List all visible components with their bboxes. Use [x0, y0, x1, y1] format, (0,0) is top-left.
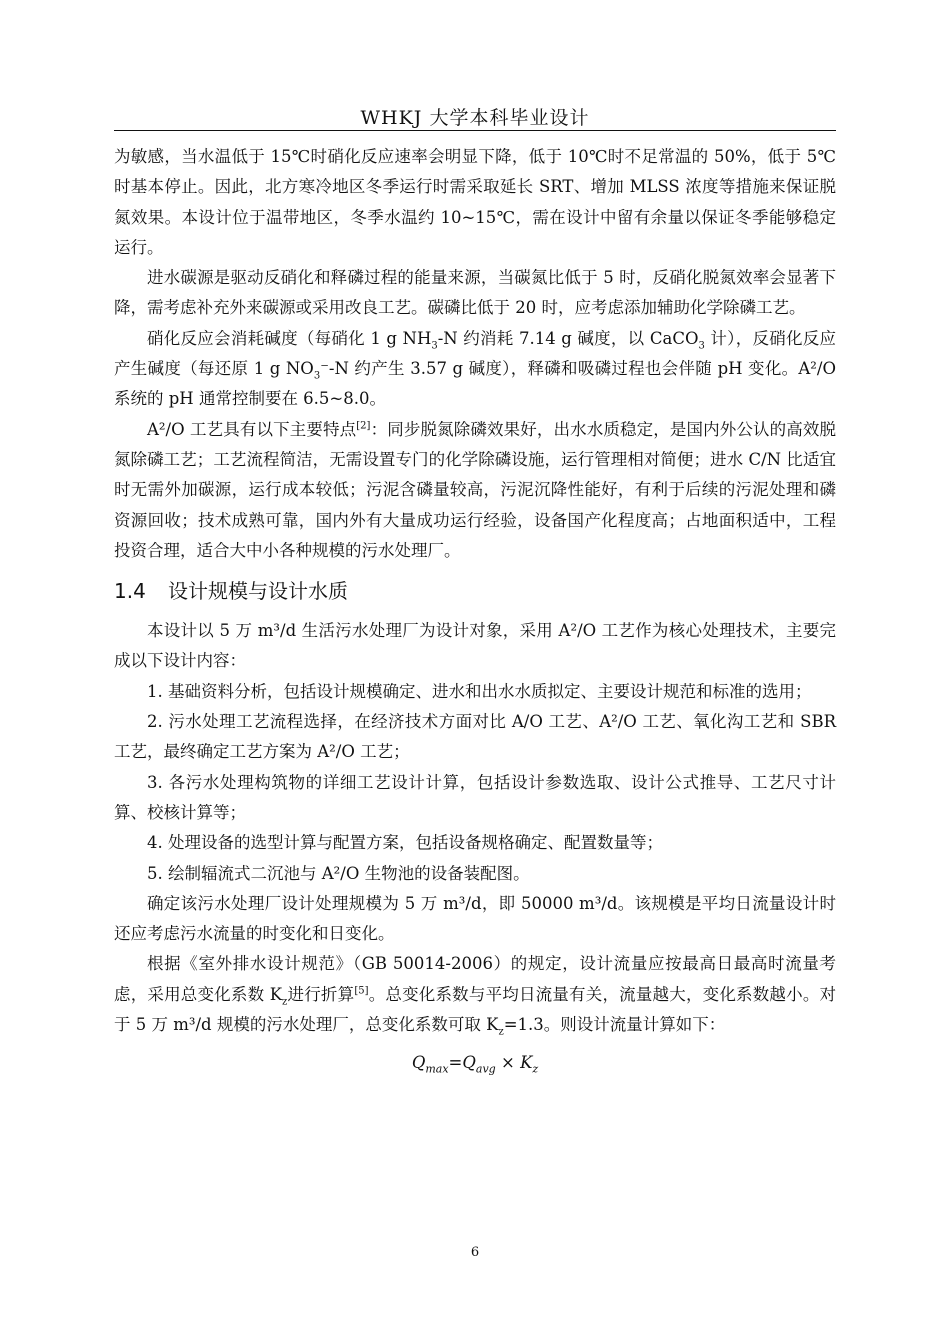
list-item: 1. 基础资料分析，包括设计规模确定、进水和出水水质拟定、主要设计规范和标准的选用； [147, 681, 812, 701]
section-title: 设计规模与设计水质 [168, 579, 348, 604]
header-rule [114, 130, 836, 131]
page-header: WHKJ 大学本科毕业设计 [360, 107, 590, 129]
paragraph-design-capacity: 确定该污水处理厂设计处理规模为 5 万 m³/d，即 50000 m³/d。该规模是平均日流量设计时还应考虑污水流量的时变化和日变化。 [114, 893, 836, 944]
citation-ref: [5] [354, 985, 369, 997]
page-number: 6 [470, 1245, 480, 1260]
page-content [114, 142, 836, 1076]
paragraph-carbon-source: 进水碳源是驱动反硝化和释磷过程的能量来源，当碳氮比低于 5 时，反硝化脱氮效率会显著下降，需考虑补充外来碳源或采用改良工艺。碳磷比低于 20 时，应考虑添加辅助化学除磷工艺。 [114, 268, 836, 318]
citation-ref: [2] [356, 420, 371, 432]
list-item: 3. 各污水处理构筑物的详细工艺设计计算，包括设计参数选取、设计公式推导、工艺尺寸计算、校核计算等； [114, 772, 836, 822]
list-item: 4. 处理设备的选型计算与配置方案，包括设备规格确定、配置数量等； [147, 833, 663, 853]
section-heading [114, 576, 836, 606]
section-number: 1.4 [114, 579, 146, 604]
paragraph-design-scope: 本设计以 5 万 m³/d 生活污水处理厂为设计对象，采用 A²/O 工艺作为核心处理技术，主要完成以下设计内容： [114, 621, 836, 671]
flow-formula: $Q_{max}=Q_{avg} \times K_z$ [411, 1053, 539, 1076]
paragraph-alkalinity: 硝化反应会消耗碱度（每硝化 1 g $NH_3-N$ 约消耗 7.14 g 碱度，以 CaCO$_3$ 计），反硝化反应产生碱度（每还原 1 g $NO_3^--N$ 约产生 3.57 g 碱度），释磷和吸磷过程也会伴随 pH 变化。A²/O 系统的 pH 通常控制要在 6.5~8.0。 [114, 328, 837, 409]
paragraph-design-flow: 根据《室外排水设计规范》（GB 50014-2006）的规定，设计流量应按最高日最高时流量考虑，采用总变化系数 $K_z$进行折算[5]。总变化系数与平均日流量有关，流量越大，变化系数越小。对于 5 万 m³/d 规模的污水处理厂，总变化系数可取 $K_z=1.3$。则设计流量计算如下： [114, 954, 837, 1038]
paragraph-a2o-features: A²/O 工艺具有以下主要特点[2]：同步脱氮除磷效果好，出水水质稳定，是国内外公认的高效脱氮除磷工艺；工艺流程简洁，无需设置专门的化学除磷设施，运行管理相对简便；进水 C/N 比适宜时无需外加碳源，运行成本较低；污泥含磷量较高，污泥沉降性能好，有利于后续的污泥处理和磷资源回收；技术成熟可靠，国内外有大量成功运行经验，设备国产化程度高；占地面积适中，工程投资合理，适合大中小各种规模的污水处理厂。 [114, 419, 836, 560]
list-item: 5. 绘制辐流式二沉池与 A²/O 生物池的设备装配图。 [147, 863, 530, 883]
paragraph-nitrification-temperature: 为敏感，当水温低于 15℃时硝化反应速率会明显下降，低于 10℃时不足常温的 50%，低于 5℃时基本停止。因此，北方寒冷地区冬季运行时需采取延长 SRT、增加 MLSS 浓度等措施来保证脱氮效果。本设计位于温带地区，冬季水温约 10~15℃，需在设计中留有余量以保证冬季能够稳定运行。 [114, 147, 837, 257]
list-item: 2. 污水处理工艺流程选择，在经济技术方面对比 A/O 工艺、A²/O 工艺、氧化沟工艺和 SBR 工艺，最终确定工艺方案为 A²/O 工艺； [114, 712, 836, 762]
